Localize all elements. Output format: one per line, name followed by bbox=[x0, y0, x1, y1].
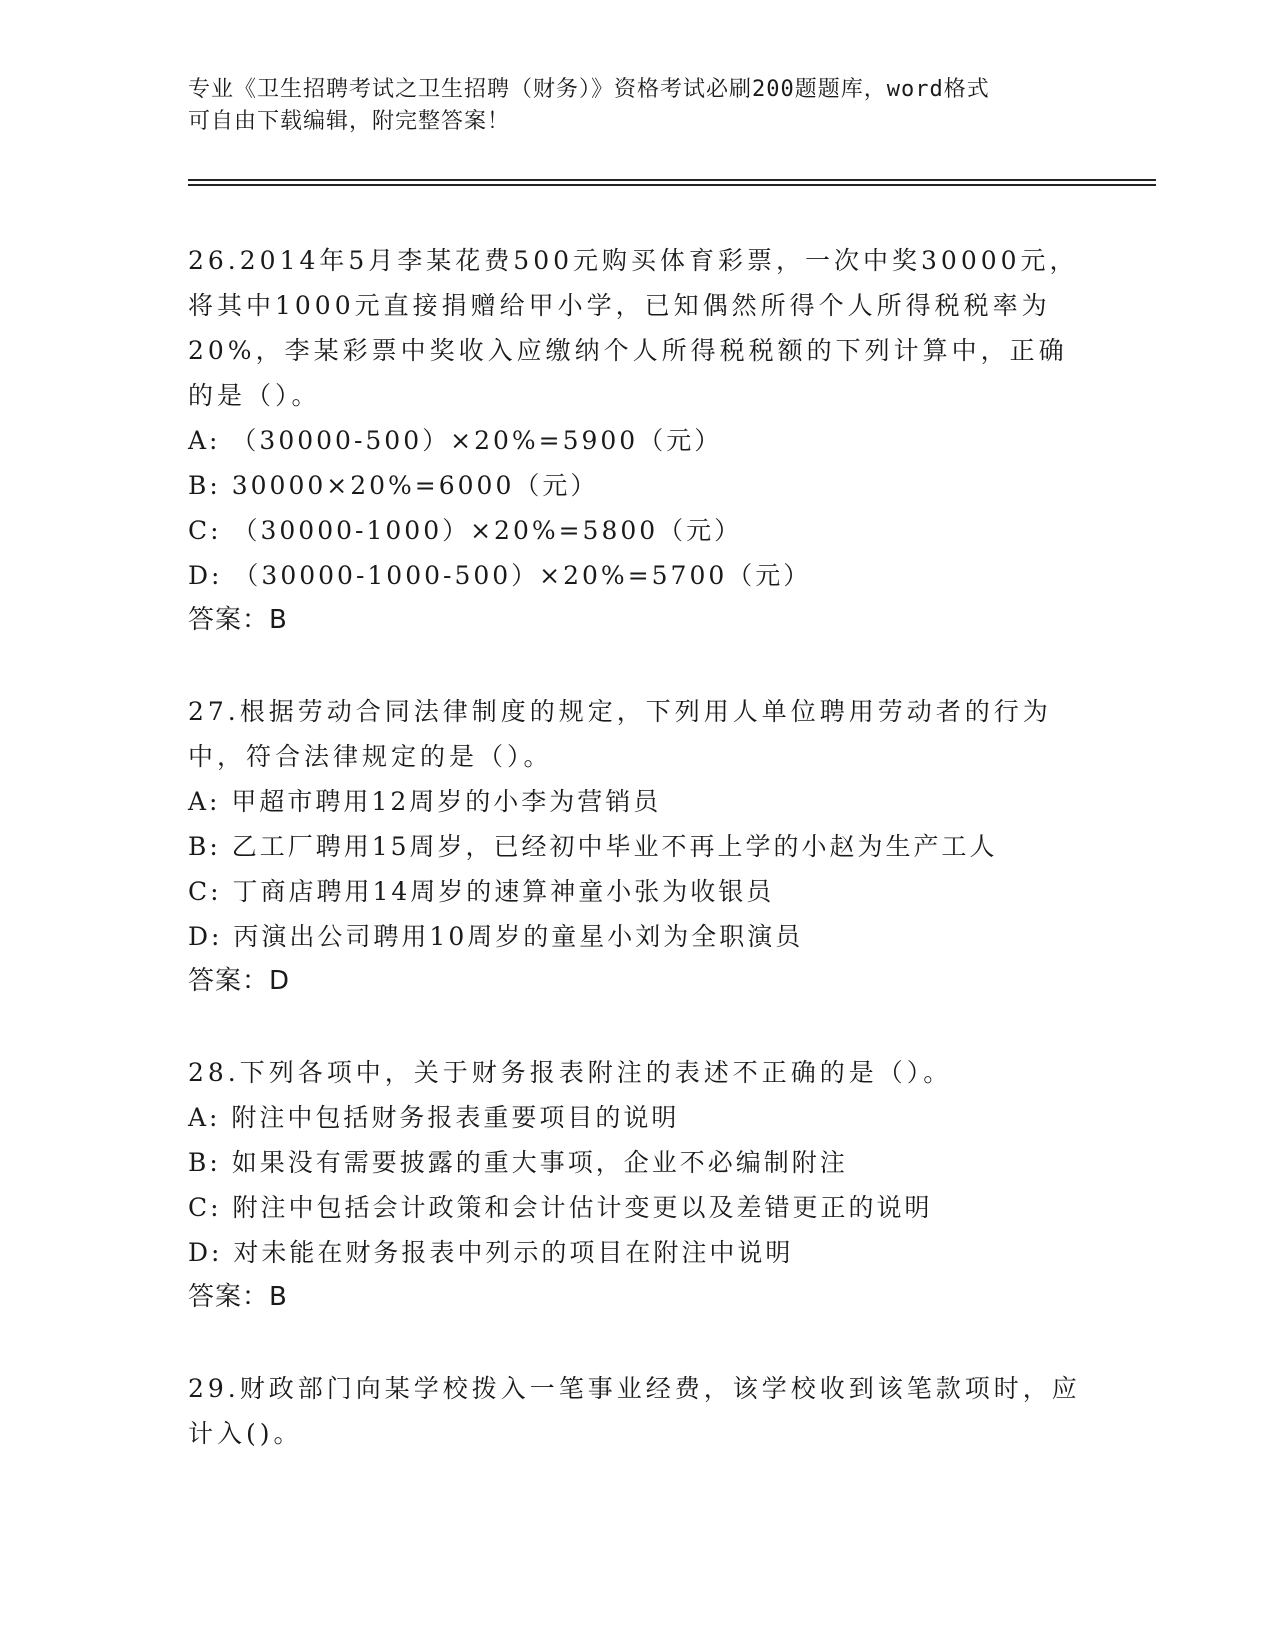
option-d: D: 丙演出公司聘用10周岁的童星小刘为全职演员 bbox=[188, 922, 804, 951]
option-c: C: （30000-1000）×20%=5800（元） bbox=[188, 516, 743, 545]
question-text: 27.根据劳动合同法律制度的规定，下列用人单位聘用劳动者的行为中，符合法律规定的是（）。 bbox=[188, 697, 1052, 771]
header-line-2: 可自由下载编辑，附完整答案！ bbox=[188, 109, 511, 134]
question-27 bbox=[188, 689, 1088, 1004]
option-d: D: 对未能在财务报表中列示的项目在附注中说明 bbox=[188, 1238, 794, 1267]
header-divider-bottom bbox=[188, 184, 1156, 186]
option-b: B: 30000×20%=6000（元） bbox=[188, 471, 599, 500]
question-text: 26.2014年5月李某花费500元购买体育彩票，一次中奖30000元，将其中1000元直接捐赠给甲小学，已知偶然所得个人所得税税率为20%，李某彩票中奖收入应缴纳个人所得税税额的下列计算中，正确的是（）。 bbox=[188, 246, 1079, 410]
header-divider-top bbox=[188, 179, 1156, 181]
option-b: B: 如果没有需要披露的重大事项，企业不必编制附注 bbox=[188, 1148, 848, 1177]
question-list bbox=[188, 238, 1088, 1502]
answer: 答案：B bbox=[188, 605, 288, 635]
question-26 bbox=[188, 238, 1088, 643]
question-text: 28.下列各项中，关于财务报表附注的表述不正确的是（）。 bbox=[188, 1058, 953, 1087]
question-28 bbox=[188, 1050, 1088, 1320]
answer: 答案：B bbox=[188, 1282, 288, 1312]
option-b: B: 乙工厂聘用15周岁，已经初中毕业不再上学的小赵为生产工人 bbox=[188, 832, 998, 861]
header-line-1: 专业《卫生招聘考试之卫生招聘（财务）》资格考试必刷200题题库，word格式 bbox=[188, 77, 990, 102]
option-d: D: （30000-1000-500）×20%=5700（元） bbox=[188, 561, 812, 590]
answer: 答案：D bbox=[188, 966, 291, 996]
option-a: A: 甲超市聘用12周岁的小李为营销员 bbox=[188, 787, 662, 816]
document-header bbox=[188, 74, 1068, 138]
option-a: A: 附注中包括财务报表重要项目的说明 bbox=[188, 1103, 680, 1132]
question-text: 29.财政部门向某学校拨入一笔事业经费，该学校收到该笔款项时，应计入()。 bbox=[188, 1374, 1081, 1448]
option-c: C: 附注中包括会计政策和会计估计变更以及差错更正的说明 bbox=[188, 1193, 933, 1222]
question-29 bbox=[188, 1366, 1088, 1456]
option-a: A: （30000-500）×20%=5900（元） bbox=[188, 426, 723, 455]
option-c: C: 丁商店聘用14周岁的速算神童小张为收银员 bbox=[188, 877, 775, 906]
